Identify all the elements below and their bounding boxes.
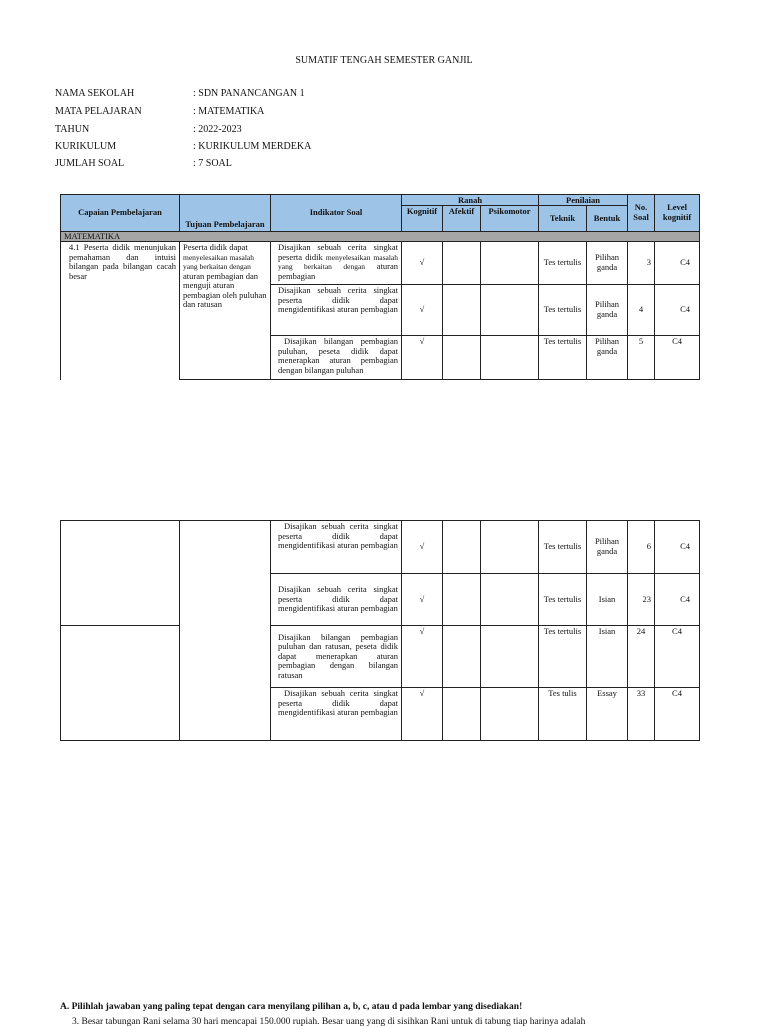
header-level: Level kognitif <box>655 195 700 232</box>
level-cell: C4 <box>655 688 700 741</box>
empty-psikomotor <box>481 574 539 626</box>
bentuk-cell: Pilihan ganda <box>587 336 628 380</box>
no-soal-cell: 6 <box>628 521 655 574</box>
empty-psikomotor <box>481 521 539 574</box>
capaian-cell-empty <box>61 626 180 741</box>
indikator-cell: Disajikan bilangan pembagian puluhan dan ratusan, peseta didik dapat menerapkan aturan pembagian dengan bilangan ratusan <box>271 626 402 688</box>
empty-afektif <box>443 242 481 285</box>
info-label: MATA PELAJARAN <box>55 106 142 117</box>
teknik-cell: Tes tertulis <box>539 242 587 285</box>
bentuk-cell: Pilihan ganda <box>587 521 628 574</box>
no-soal-cell: 33 <box>628 688 655 741</box>
capaian-cell-empty <box>61 521 180 626</box>
header-psikomotor: Psikomotor <box>481 205 539 231</box>
kisi-kisi-table-continued <box>60 520 700 741</box>
check-kognitif: √ <box>402 688 443 741</box>
empty-psikomotor <box>481 285 539 336</box>
bentuk-cell: Pilihan ganda <box>587 242 628 285</box>
teknik-cell: Tes tulis <box>539 688 587 741</box>
teknik-cell: Tes tertulis <box>539 574 587 626</box>
header-ranah: Ranah <box>402 195 539 206</box>
level-cell: C4 <box>655 242 700 285</box>
header-bentuk: Bentuk <box>587 205 628 231</box>
info-label: KURIKULUM <box>55 141 117 152</box>
teknik-cell: Tes tertulis <box>539 285 587 336</box>
bentuk-cell: Isian <box>587 626 628 688</box>
header-teknik: Teknik <box>539 205 587 231</box>
indikator-text-a: Disajikan sebuah cerita singkat peserta didik <box>278 242 398 262</box>
info-label: TAHUN <box>55 124 90 135</box>
bentuk-cell: Isian <box>587 574 628 626</box>
info-value: : 2022-2023 <box>193 124 242 135</box>
no-soal-cell: 3 <box>628 242 655 285</box>
info-value: : KURIKULUM MERDEKA <box>193 141 312 152</box>
empty-afektif <box>443 574 481 626</box>
bentuk-cell: Pilihan ganda <box>587 285 628 336</box>
check-kognitif: √ <box>402 626 443 688</box>
header-capaian: Capaian Pembelajaran <box>61 195 180 232</box>
empty-psikomotor <box>481 688 539 741</box>
indikator-cell: Disajikan sebuah cerita singkat peserta didik dapat mengidentifikasi aturan pembagian <box>271 285 402 336</box>
level-cell: C4 <box>655 521 700 574</box>
level-cell: C4 <box>655 336 700 380</box>
level-cell: C4 <box>655 626 700 688</box>
indikator-text-b: menyelesaikan masalah yang berkaitan dengan <box>278 252 398 272</box>
empty-psikomotor <box>481 336 539 380</box>
check-kognitif: √ <box>402 521 443 574</box>
teknik-cell: Tes tertulis <box>539 521 587 574</box>
teknik-cell: Tes tertulis <box>539 626 587 688</box>
empty-afektif <box>443 626 481 688</box>
header-tujuan: Tujuan Pembelajaran <box>180 195 271 232</box>
indikator-cell: Disajikan sebuah cerita singkat peserta didik dapat mengidentifikasi aturan pembagian <box>271 574 402 626</box>
header-no-soal: No. Soal <box>628 195 655 232</box>
header-indikator: Indikator Soal <box>271 195 402 232</box>
empty-afektif <box>443 688 481 741</box>
check-kognitif: √ <box>402 242 443 285</box>
check-kognitif: √ <box>402 336 443 380</box>
tujuan-cell <box>180 242 271 380</box>
empty-psikomotor <box>481 626 539 688</box>
indikator-text-c: aturan pembagian <box>278 261 398 281</box>
empty-psikomotor <box>481 242 539 285</box>
check-kognitif: √ <box>402 574 443 626</box>
header-afektif: Afektif <box>443 205 481 231</box>
header-penilaian: Penilaian <box>539 195 628 206</box>
indikator-cell <box>271 242 402 285</box>
no-soal-cell: 5 <box>628 336 655 380</box>
kisi-kisi-table <box>60 194 700 380</box>
no-soal-cell: 24 <box>628 626 655 688</box>
level-cell: C4 <box>655 285 700 336</box>
no-soal-cell: 4 <box>628 285 655 336</box>
question-3: 3. Besar tabungan Rani selama 30 hari mencapai 150.000 rupiah. Besar uang yang di sisihkan Rani untuk di tabung tiap harinya adalah <box>72 1017 586 1027</box>
tujuan-text-c: aturan pembagian dan menguji aturan pembagian oleh puluhan dan ratusan <box>183 270 267 310</box>
empty-afektif <box>443 336 481 380</box>
header-kognitif: Kognitif <box>402 205 443 231</box>
info-label: JUMLAH SOAL <box>55 158 125 169</box>
tujuan-text-b: menyelesaikan masalah yang berkaitan dengan <box>183 252 255 272</box>
tujuan-text-a: Peserta didik dapat <box>183 242 248 252</box>
level-cell: C4 <box>655 574 700 626</box>
info-value: : MATEMATIKA <box>193 106 265 117</box>
empty-afektif <box>443 521 481 574</box>
capaian-cell: 4.1 Peserta didik menunjukan pemahaman dan intuisi bilangan pada bilangan cacah besar <box>61 242 180 380</box>
indikator-cell: Disajikan sebuah cerita singkat peserta didik dapat mengidentifikasi aturan pembagian <box>271 521 402 574</box>
section-a-heading: A. Pilihlah jawaban yang paling tepat dengan cara menyilang pilihan a, b, c, atau d pada lembar yang disediakan! <box>60 1002 523 1012</box>
info-label: NAMA SEKOLAH <box>55 88 135 99</box>
subject-label: MATEMATIKA <box>61 232 700 242</box>
no-soal-cell: 23 <box>628 574 655 626</box>
indikator-cell: Disajikan bilangan pembagian puluhan, peseta didik dapat menerapkan aturan pembagian dengan bilangan puluhan <box>271 336 402 380</box>
document-title: SUMATIF TENGAH SEMESTER GANJIL <box>295 55 473 66</box>
bentuk-cell: Essay <box>587 688 628 741</box>
check-kognitif: √ <box>402 285 443 336</box>
indikator-cell: Disajikan sebuah cerita singkat peserta didik dapat mengidentifikasi aturan pembagian <box>271 688 402 741</box>
info-value: : SDN PANANCANGAN 1 <box>193 88 305 99</box>
tujuan-cell-empty <box>180 521 271 741</box>
info-value: : 7 SOAL <box>193 158 232 169</box>
teknik-cell: Tes tertulis <box>539 336 587 380</box>
empty-afektif <box>443 285 481 336</box>
